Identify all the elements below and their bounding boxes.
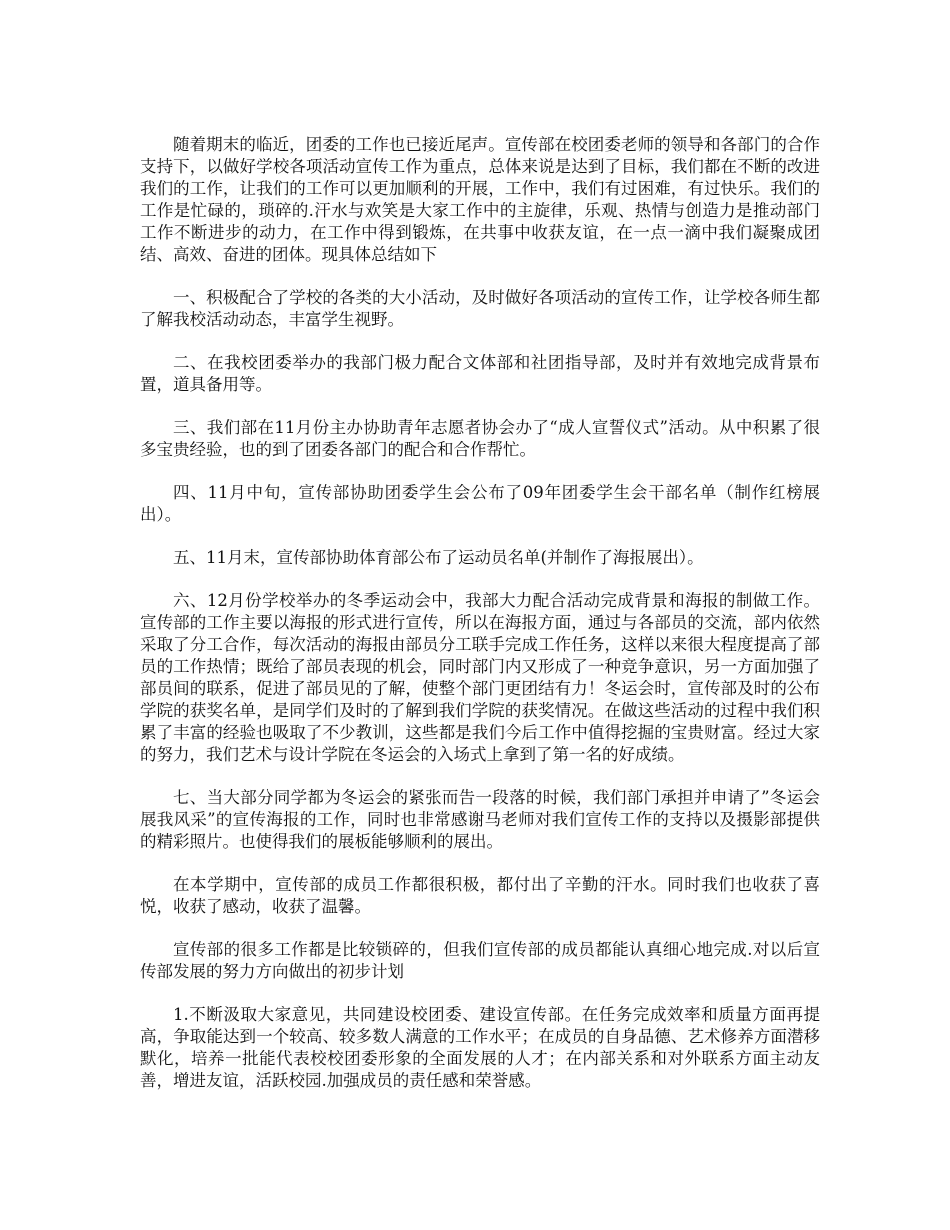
document-body xyxy=(140,134,820,1113)
future-plan-intro-paragraph: 宣传部的很多工作都是比较锁碎的，但我们宣传部的成员都能认真细心地完成.对以后宣传部发展的努力方向做出的初步计划 xyxy=(140,940,820,981)
item-4-paragraph: 四、11月中旬，宣传部协助团委学生会公布了09年团委学生会干部名单（制作红榜展出）。 xyxy=(140,483,820,524)
item-7-paragraph: 七、当大部分同学都为冬运会的紧张而告一段落的时候，我们部门承担并申请了”冬运会展我风采”的宣传海报的工作，同时也非常感谢马老师对我们宣传工作的支持以及摄影部提供的精彩照片。也使得我们的展板能够顺利的展出。 xyxy=(140,788,820,851)
plan-item-1-paragraph: 1.不断汲取大家意见，共同建设校团委、建设宣传部。在任务完成效率和质量方面再提高，争取能达到一个较高、较多数人满意的工作水平；在成员的自身品德、艺术修养方面潜移默化，培养一批能代表校校团委形象的全面发展的人才；在内部关系和对外联系方面主动友善，增进友谊，活跃校园.加强成员的责任感和荣誉感。 xyxy=(140,1005,820,1090)
item-2-paragraph: 二、在我校团委举办的我部门极力配合文体部和社团指导部，及时并有效地完成背景布置，道具备用等。 xyxy=(140,353,820,394)
item-3-paragraph: 三、我们部在11月份主办协助青年志愿者协会办了“成人宣誓仪式”活动。从中积累了很多宝贵经验，也的到了团委各部门的配合和合作帮忙。 xyxy=(140,418,820,459)
semester-summary-paragraph: 在本学期中，宣传部的成员工作都很积极，都付出了辛勤的汗水。同时我们也收获了喜悦，收获了感动，收获了温馨。 xyxy=(140,875,820,916)
item-5-paragraph: 五、11月末，宣传部协助体育部公布了运动员名单(并制作了海报展出）。 xyxy=(173,548,704,567)
intro-paragraph: 随着期末的临近，团委的工作也已接近尾声。宣传部在校团委老师的领导和各部门的合作支持下，以做好学校各项活动宣传工作为重点，总体来说是达到了目标，我们都在不断的改进我们的工作，让我们的工作可以更加顺利的开展，工作中，我们有过困难，有过快乐。我们的工作是忙碌的，琐碎的.汗水与欢笑是大家工作中的主旋律，乐观、热情与创造力是推动部门工作不断进步的动力，在工作中得到锻炼，在共事中收获友谊，在一点一滴中我们凝聚成团结、高效、奋进的团体。现具体总结如下 xyxy=(140,135,820,264)
item-6-paragraph: 六、12月份学校举办的冬季运动会中，我部大力配合活动完成背景和海报的制做工作。宣传部的工作主要以海报的形式进行宣传，所以在海报方面，通过与各部员的交流，部内依然采取了分工合作，每次活动的海报由部员分工联手完成工作任务，这样以来很大程度提高了部员的工作热情；既给了部员表现的机会，同时部门内又形成了一种竞争意识，另一方面加强了部员间的联系，促进了部员见的了解，使整个部门更团结有力！冬运会时，宣传部及时的公布学院的获奖名单，是同学们及时的了解到我们学院的获奖情况。在做这些活动的过程中我们积累了丰富的经验也吸取了不少教训，这些都是我们今后工作中值得挖掘的宝贵财富。经过大家的努力，我们艺术与设计学院在冬运会的入场式上拿到了第一名的好成绩。 xyxy=(140,591,820,764)
item-1-paragraph: 一、积极配合了学校的各类的大小活动，及时做好各项活动的宣传工作，让学校各师生都了解我校活动动态，丰富学生视野。 xyxy=(140,288,820,329)
